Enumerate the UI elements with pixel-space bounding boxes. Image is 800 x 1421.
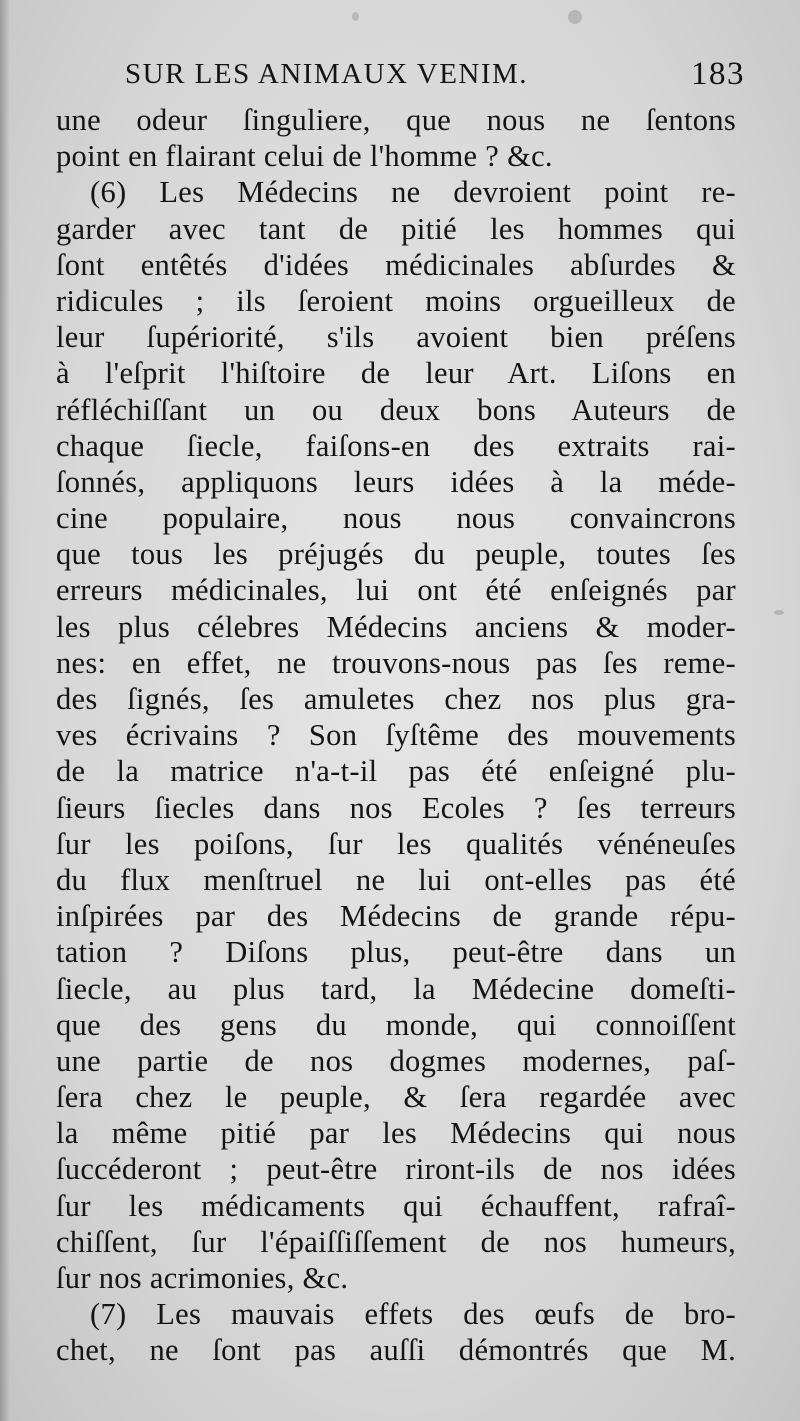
page-header bbox=[125, 52, 745, 98]
text-line: ridicules ; ils ſeroient moins orgueilleux de bbox=[56, 283, 736, 318]
text-line: chaque ſiecle, faiſons-en des extraits rai- bbox=[56, 428, 736, 463]
text-line: ſur nos acrimonies, &c. bbox=[56, 1261, 349, 1295]
text-line: leur ſupériorité, s'ils avoient bien préſens bbox=[56, 320, 736, 355]
text-line: ſera chez le peuple, & ſera regardée avec bbox=[56, 1080, 736, 1115]
text-line: point en flairant celui de l'homme ? &c. bbox=[56, 139, 553, 174]
text-line: ſonnés, appliquons leurs idées à la méde- bbox=[56, 464, 736, 499]
text-line: tation ? Diſons plus, peut-être dans un bbox=[56, 935, 736, 970]
text-line: ſiecle, au plus tard, la Médecine domeſti- bbox=[56, 971, 736, 1006]
text-line: chiſſent, ſur l'épaiſſiſſement de nos humeurs, bbox=[56, 1224, 736, 1259]
text-line: erreurs médicinales, lui ont été enſeignés par bbox=[56, 573, 736, 608]
text-line: que tous les préjugés du peuple, toutes ſes bbox=[56, 537, 736, 572]
page-edge-shadow bbox=[0, 0, 10, 1421]
text-line: que des gens du monde, qui connoiſſent bbox=[56, 1007, 736, 1042]
text-line: de la matrice n'a-t-il pas été enſeigné plu- bbox=[56, 754, 736, 789]
ink-speck bbox=[774, 610, 784, 615]
text-line: réfléchiſſant un ou deux bons Auteurs de bbox=[56, 392, 736, 427]
text-line: ſuccéderont ; peut-être riront-ils de nos idées bbox=[56, 1152, 736, 1187]
text-line: ſur les poiſons, ſur les qualités vénéneuſes bbox=[56, 826, 736, 861]
text-line: à l'eſprit l'hiſtoire de leur Art. Liſons en bbox=[56, 356, 736, 391]
text-line: du flux menſtruel ne lui ont-elles pas été bbox=[56, 862, 736, 897]
page-number: 183 bbox=[691, 56, 745, 92]
text-line: cine populaire, nous nous convaincrons bbox=[56, 501, 736, 536]
text-line: des ſignés, ſes amuletes chez nos plus gra- bbox=[56, 682, 736, 716]
text-line: les plus célebres Médecins anciens & moder- bbox=[56, 609, 736, 644]
text-line: garder avec tant de pitié les hommes qui bbox=[56, 211, 736, 246]
text-line: ves écrivains ? Son ſyſtême des mouvements bbox=[56, 718, 736, 753]
text-line: ſont entêtés d'idées médicinales abſurdes & bbox=[56, 247, 736, 282]
ink-speck bbox=[568, 10, 582, 24]
body-text bbox=[56, 102, 736, 1369]
text-line: la même pitié par les Médecins qui nous bbox=[56, 1116, 736, 1151]
text-line: inſpirées par des Médecins de grande répu- bbox=[56, 899, 736, 934]
text-line: (7) Les mauvais effets des œufs de bro- bbox=[90, 1297, 736, 1332]
text-line: ſieurs ſiecles dans nos Ecoles ? ſes terreurs bbox=[56, 790, 736, 825]
running-title: SUR LES ANIMAUX VENIM. bbox=[125, 58, 529, 90]
text-line: une partie de nos dogmes modernes, paſ- bbox=[56, 1043, 736, 1078]
text-line: une odeur ſinguliere, que nous ne ſentons bbox=[56, 103, 736, 137]
ink-speck bbox=[352, 12, 359, 21]
text-line: chet, ne ſont pas auſſi démontrés que M. bbox=[56, 1333, 736, 1368]
text-line: nes: en effet, ne trouvons-nous pas ſes reme- bbox=[56, 645, 736, 680]
text-line: ſur les médicaments qui échauffent, rafraî- bbox=[56, 1188, 736, 1223]
text-line: (6) Les Médecins ne devroient point re- bbox=[90, 175, 736, 210]
